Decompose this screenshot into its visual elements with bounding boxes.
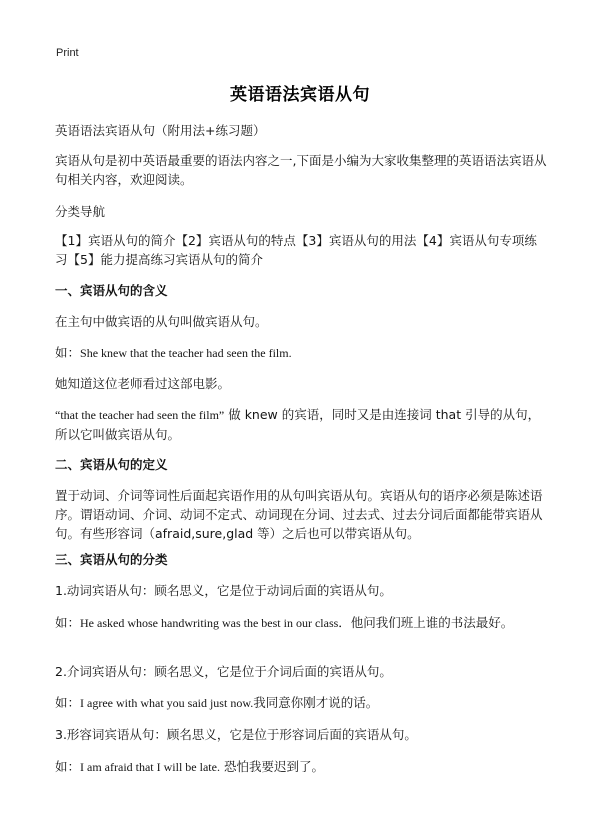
section2-heading: 二、宾语从句的定义 (55, 457, 168, 472)
section3-item1-example (55, 613, 549, 633)
section3-item3: 3.形容词宾语从句：顾名思义，它是位于形容词后面的宾语从句。 (55, 727, 417, 742)
explanation-english: “that the teacher had seen the film” (55, 408, 225, 422)
section1-p1: 在主句中做宾语的从句叫做宾语从句。 (55, 314, 268, 329)
section1-heading: 一、宾语从句的含义 (55, 283, 168, 298)
item3-example-prefix: 如： (55, 759, 81, 774)
section3-heading: 三、宾语从句的分类 (55, 552, 168, 567)
item1-example-chinese: ．他问我们班上谁的书法最好。 (338, 615, 514, 630)
section1-example (55, 343, 549, 363)
item2-example-chinese: 我同意你刚才说的话。 (253, 695, 379, 710)
print-label: Print (56, 47, 79, 59)
section3-item1: 1.动词宾语从句：顾名思义，它是位于动词后面的宾语从句。 (55, 583, 392, 598)
item2-example-prefix: 如： (55, 695, 81, 710)
section1-example-translation: 她知道这位老师看过这部电影。 (55, 376, 231, 391)
section3-item2: 2.介词宾语从句：顾名思义，它是位于介词后面的宾语从句。 (55, 664, 392, 679)
section2-p1: 置于动词、介词等词性后面起宾语作用的从句叫宾语从句。宾语从句的语序必须是陈述语序。谓语动词、介词、动词不定式、动词现在分词、过去式、过去分词后面都能带宾语从句。有些形容词（afraid,sure,glad 等）之后也可以带宾语从句。 (55, 488, 543, 541)
item1-example-english: He asked whose handwriting was the best in our class (80, 616, 339, 630)
subtitle: 英语语法宾语从句（附用法+练习题） (55, 123, 266, 138)
item2-example-english: I agree with what you said just now. (80, 696, 254, 710)
item3-example-chinese: 恐怕我要迟到了。 (219, 759, 324, 774)
section3-item3-example (55, 757, 549, 777)
example-english: She knew that the teacher had seen the film. (80, 346, 292, 360)
section1-explanation (55, 405, 549, 444)
item1-example-prefix: 如： (55, 615, 81, 630)
explanation-chinese: 做 knew 的宾语，同时又是由连接词 that 引导的从句，所以它叫做宾语从句。 (55, 407, 541, 442)
nav-label: 分类导航 (55, 204, 106, 219)
intro-paragraph: 宾语从句是初中英语最重要的语法内容之一,下面是小编为大家收集整理的英语语法宾语从句相关内容，欢迎阅读。 (55, 153, 547, 187)
item3-example-english: I am afraid that I will be late. (80, 760, 220, 774)
section3-item2-example (55, 693, 549, 713)
example-prefix: 如： (55, 345, 81, 360)
page-title: 英语语法宾语从句 (230, 85, 370, 105)
nav-links[interactable]: 【1】宾语从句的简介【2】宾语从句的特点【3】宾语从句的用法【4】宾语从句专项练习【5】能力提高练习宾语从句的简介 (55, 233, 537, 267)
